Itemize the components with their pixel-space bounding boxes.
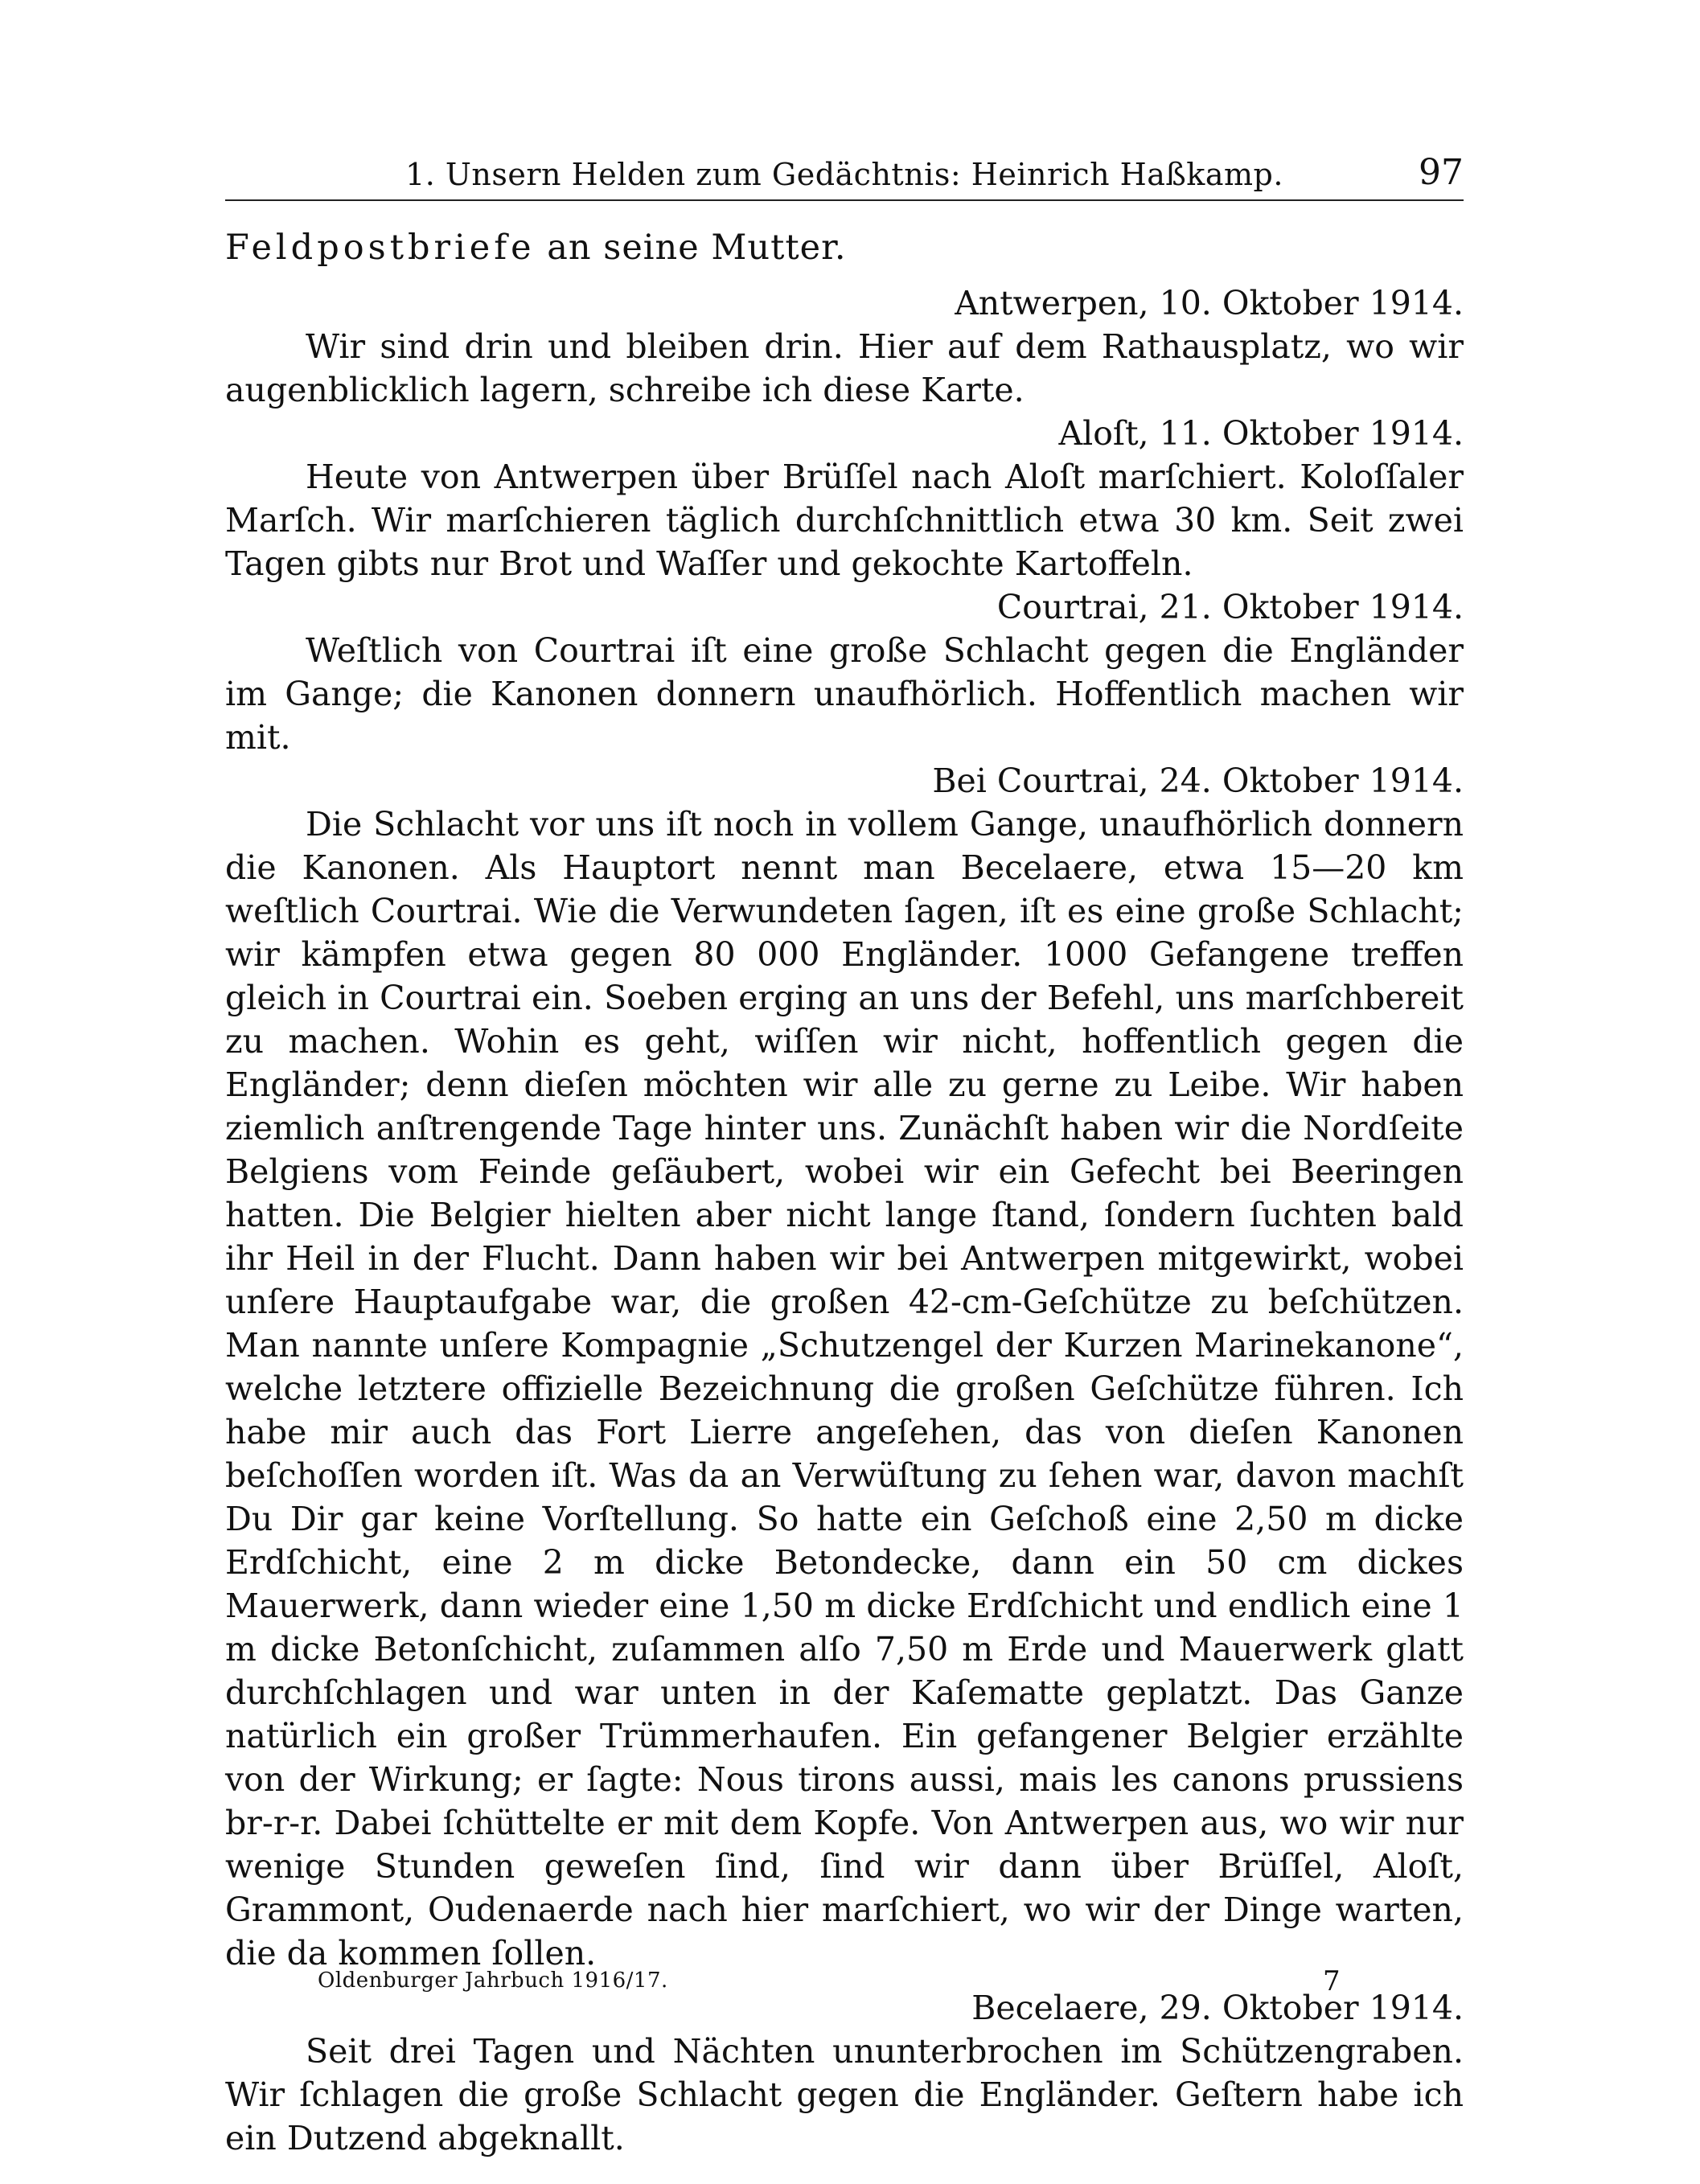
- section-title-spaced: Feldpostbriefe: [225, 228, 536, 268]
- signature-mark: 7: [1323, 1965, 1341, 1997]
- letter-entry: [225, 759, 1464, 1975]
- header-rule: [225, 199, 1464, 201]
- page-number: 97: [1419, 152, 1464, 193]
- letter-body: Seit drei Tagen und Nächten ununterbrochen im Schützengraben. Wir ſchlagen die große Schlacht gegen die Engländer. Geſtern habe ich ein Dutzend abgeknallt.: [225, 2032, 1464, 2157]
- main-text: [225, 224, 1464, 2160]
- page-footer: [318, 1965, 1363, 2001]
- running-header: [225, 149, 1464, 197]
- letter-dateline: Becelaere, 29. Oktober 1914.: [971, 1989, 1464, 2027]
- letter-dateline: Aloſt, 11. Oktober 1914.: [1058, 414, 1464, 453]
- letter-dateline: Antwerpen, 10. Oktober 1914.: [955, 284, 1464, 322]
- letter-dateline: Courtrai, 21. Oktober 1914.: [996, 588, 1464, 626]
- running-title: 1. Unsern Helden zum Gedächtnis: Heinrich Haßkamp.: [405, 157, 1283, 192]
- letter-entry: [225, 1986, 1464, 2160]
- letter-entry: [225, 281, 1464, 412]
- letter-body: Die Schlacht vor uns iſt noch in vollem Gange, unaufhörlich donnern die Kanonen. Als Hauptort nennt man Becelaere, etwa 15—20 km weſtlich Courtrai. Wie die Verwundeten ſagen, iſt es eine große Schlacht; wir kämpfen etwa gegen 80 000 Engländer. 1000 Gefangene treffen gleich in Courtrai ein. Soeben erging an uns der Befehl, uns marſchbereit zu machen. Wohin es geht, wiſſen wir nicht, hoffentlich gegen die Engländer; denn dieſen möchten wir alle zu gerne zu Leibe. Wir haben ziemlich anſtrengende Tage hinter uns. Zunächſt haben wir die Nordſeite Belgiens vom Feinde geſäubert, wobei wir ein Gefecht bei Beeringen hatten. Die Belgier hielten aber nicht lange ſtand, ſondern ſuchten bald ihr Heil in der Flucht. Dann haben wir bei Antwerpen mitgewirkt, wobei unſere Hauptaufgabe war, die großen 42-cm-Geſchütze zu beſchützen. Man nannte unſere Kompagnie „Schutzengel der Kurzen Marinekanone“, welche letztere offizielle Bezeichnung die großen Geſchütze führen. Ich habe mir auch das Fort Lierre angeſehen, das von dieſen Kanonen beſchoſſen worden iſt. Was da an Verwüſtung zu ſehen war, davon machſt Du Dir gar keine Vorſtellung. So hatte ein Geſchoß eine 2,50 m dicke Erdſchicht, eine 2 m dicke Betondecke, dann ein 50 cm dickes Mauerwerk, dann wieder eine 1,50 m dicke Erdſchicht und endlich eine 1 m dicke Betonſchicht, zuſammen alſo 7,50 m Erde und Mauerwerk glatt durchſchlagen und war unten in der Kaſematte geplatzt. Das Ganze natürlich ein großer Trümmerhaufen. Ein gefangener Belgier erzählte von der Wirkung; er ſagte: Nous tirons aussi, mais les canons prussiens br-r-r. Dabei ſchüttelte er mit dem Kopfe. Von Antwerpen aus, wo wir nur wenige Stunden geweſen ſind, ſind wir dann über Brüſſel, Aloſt, Grammont, Oudenaerde nach hier marſchiert, wo wir der Dinge warten, die da kommen ſollen.: [225, 805, 1464, 1973]
- section-title: [225, 224, 1464, 272]
- section-title-rest: an seine Mutter.: [535, 228, 847, 268]
- letter-entry: [225, 412, 1464, 585]
- letter-body: Heute von Antwerpen über Brüſſel nach Aloſt marſchiert. Koloſſaler Marſch. Wir marſchieren täglich durchſchnittlich etwa 30 km. Seit zwei Tagen gibts nur Brot und Waſſer und gekochte Kartoffeln.: [225, 458, 1464, 583]
- footer-source: Oldenburger Jahrbuch 1916/17.: [318, 1968, 668, 1993]
- letter-body: Weſtlich von Courtrai iſt eine große Schlacht gegen die Engländer im Gange; die Kanonen donnern unaufhörlich. Hoffentlich machen wir mit.: [225, 631, 1464, 757]
- letter-body: Wir sind drin und bleiben drin. Hier auf dem Rathausplatz, wo wir augenblicklich lagern, schreibe ich diese Karte.: [225, 327, 1464, 409]
- letter-entry: [225, 585, 1464, 759]
- letter-dateline: Bei Courtrai, 24. Oktober 1914.: [932, 762, 1464, 800]
